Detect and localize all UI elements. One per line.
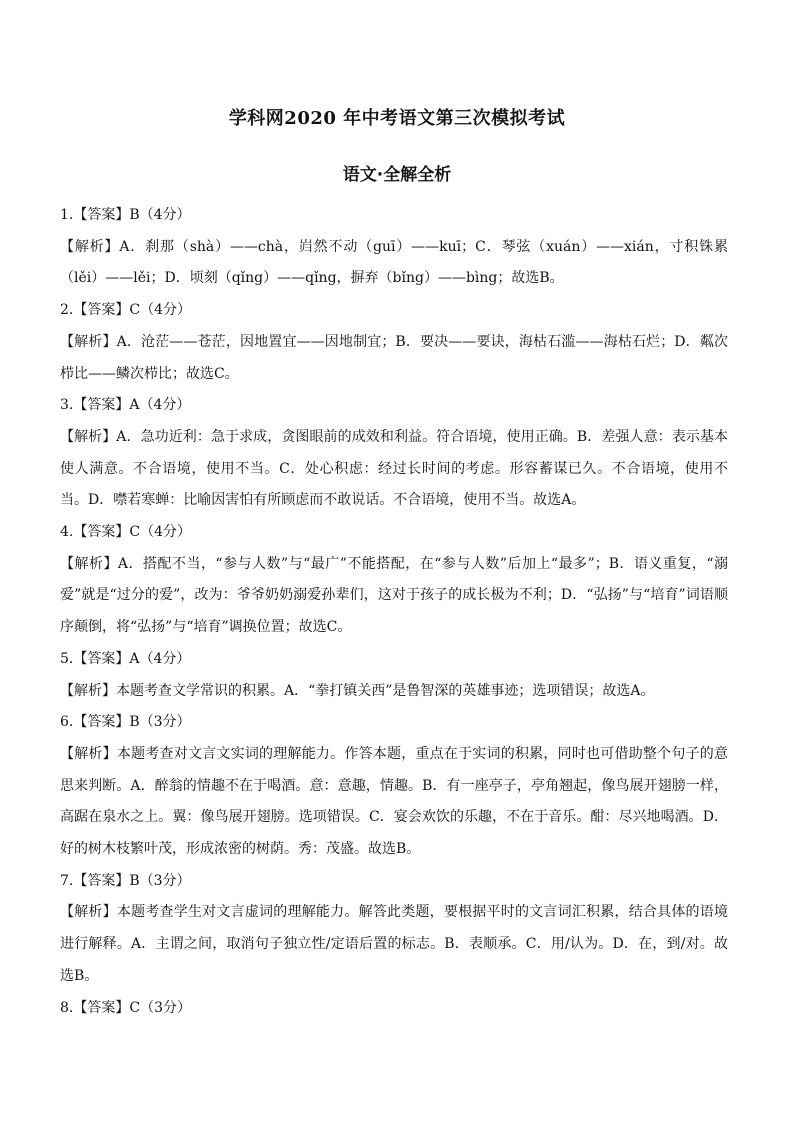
answer-list <box>60 200 728 1024</box>
analysis-paragraph-5: 【解析】本题考查文学常识的积累。A．“拳打镇关西”是鲁智深的英雄事迹；选项错误；故选A。 <box>60 682 655 699</box>
answer-line-1: 1.【答案】B（4分） <box>60 207 191 223</box>
answer-line-8: 8.【答案】C（3分） <box>60 999 191 1016</box>
analysis-paragraph-7: 【解析】本题考查学生对文言虚词的理解能力。解答此类题，要根据平时的文言词汇积累，结合具体的语境进行解释。A．主谓之间，取消句子独立性/定语后置的标志。B．表顺承。C．用/认为。D．在，到/对。故选B。 <box>60 904 728 984</box>
document-subtitle: 语文·全解全析 <box>342 165 452 185</box>
answer-line-2: 2.【答案】C（4分） <box>60 302 191 319</box>
answer-line-5: 5.【答案】A（4分） <box>60 650 191 667</box>
analysis-paragraph-3: 【解析】A．急功近利：急于求成，贪图眼前的成效和利益。符合语境，使用正确。B．差强人意：表示基本使人满意。不合语境，使用不当。C．处心积虑：经过长时间的考虑。形容蓄谋已久。不合语境，使用不当。D．噤若寒蝉：比喻因害怕有所顾虑而不敢说话。不合语境，使用不当。故选A。 <box>60 428 728 509</box>
document-title: 学科网2020 年中考语文第三次模拟考试 <box>228 108 566 129</box>
answer-line-6: 6.【答案】B（3分） <box>60 714 191 731</box>
answer-line-3: 3.【答案】A（4分） <box>60 397 191 414</box>
answer-line-7: 7.【答案】B（3分） <box>60 872 191 889</box>
analysis-paragraph-1: 【解析】A．刹那（shà）——chà，岿然不动（guī）——kuī；C．琴弦（xuán）——xián，寸积铢累（lěi）——lěi；D．顷刻（qǐng）——qǐng，摒弃（bǐng）——bìng；故选B。 <box>60 238 728 287</box>
analysis-paragraph-6: 【解析】本题考查对文言文实词的理解能力。作答本题，重点在于实词的积累，同时也可借助整个句子的意思来判断。A．醉翁的情趣不在于喝酒。意：意趣，情趣。B．有一座亭子，亭角翘起，像鸟展开翅膀一样，高踞在泉水之上。翼：像鸟展开翅膀。选项错误。C．宴会欢饮的乐趣，不在于音乐。酣：尽兴地喝酒。D．好的树木枝繁叶茂，形成浓密的树荫。秀：茂盛。故选B。 <box>60 745 728 858</box>
analysis-paragraph-2: 【解析】A．沧茫——苍茫，因地置宜——因地制宜；B．要决——要诀，海枯石滥——海枯石烂；D．粼次栉比——鳞次栉比；故选C。 <box>60 333 728 382</box>
answer-line-4: 4.【答案】C（4分） <box>60 524 191 541</box>
analysis-paragraph-4: 【解析】A．搭配不当，“参与人数”与“最广”不能搭配，在“参与人数”后加上“最多”；B．语义重复，“溺爱”就是“过分的爱”，改为：爷爷奶奶溺爱孙辈们，这对于孩子的成长极为不利；D．“弘扬”与“培育”词语顺序颠倒，将“弘扬”与“培育”调换位置；故选C。 <box>60 555 728 636</box>
